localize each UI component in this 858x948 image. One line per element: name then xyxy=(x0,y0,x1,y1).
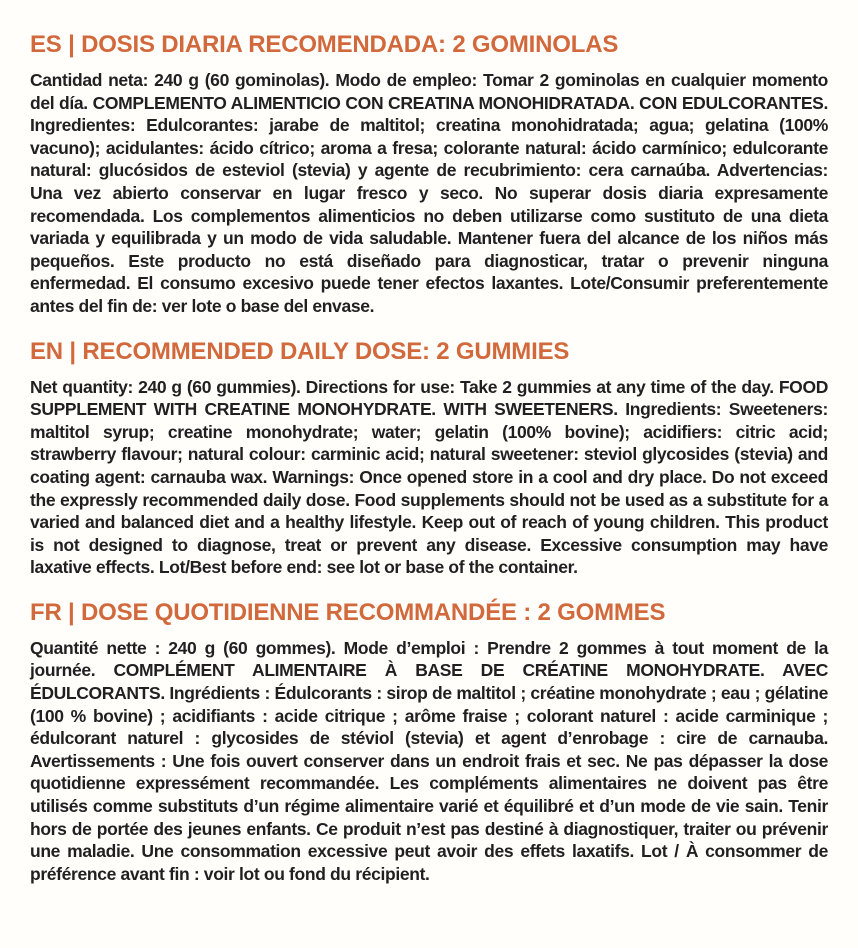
section-body-en: Net quantity: 240 g (60 gummies). Directions for use: Take 2 gummies at any time of the day. FOOD SUPPLEMENT WITH CREATINE MONOHYDRATE. WITH SWEETENERS. Ingredients: Sweeteners: maltitol syrup; creatine monohydrate; water; gelatin (100% bovine); acidifiers: citric acid; strawberry flavour; natural colour: carminic acid; natural sweetener: steviol glycosides (stevia) and coating agent: carnauba wax. Warnings: Once opened store in a cool and dry place. Do not exceed the expressly recommended daily dose. Food supplements should not be used as a substitute for a varied and balanced diet and a healthy lifestyle. Keep out of reach of young children. This product is not designed to diagnose, treat or prevent any disease. Excessive consumption may have laxative effects. Lot/Best before end: see lot or base of the container. xyxy=(30,376,828,578)
section-es xyxy=(30,33,828,318)
section-body-es: Cantidad neta: 240 g (60 gominolas). Modo de empleo: Tomar 2 gominolas en cualquier momento del día. COMPLEMENTO ALIMENTICIO CON CREATINA MONOHIDRATADA. CON EDULCORANTES. Ingredientes: Edulcorantes: jarabe de maltitol; creatina monohidratada; agua; gelatina (100% vacuno); acidulantes: ácido cítrico; aroma a fresa; colorante natural: ácido carmínico; edulcorante natural: glucósidos de esteviol (stevia) y agente de recubrimiento: cera carnaúba. Advertencias: Una vez abierto conservar en lugar fresco y seco. No superar dosis diaria expresamente recomendada. Los complementos alimenticios no deben utilizarse como sustituto de una dieta variada y equilibrada y un modo de vida saludable. Mantener fuera del alcance de los niños más pequeños. Este producto no está diseñado para diagnosticar, tratar o prevenir ninguna enfermedad. El consumo excesivo puede tener efectos laxantes. Lote/Consumir preferentemente antes del fin de: ver lote o base del envase. xyxy=(30,70,828,316)
section-fr xyxy=(30,598,828,886)
section-body-fr: Quantité nette : 240 g (60 gommes). Mode d’emploi : Prendre 2 gommes à tout moment de la journée. COMPLÉMENT ALIMENTAIRE À BASE DE CRÉATINE MONOHYDRATE. AVEC ÉDULCORANTS. Ingrédients : Édulcorants : sirop de maltitol ; créatine monohydrate ; eau ; gélatine (100 % bovine) ; acidifiants : acide citrique ; arôme fraise ; colorant naturel : acide carminique ; édulcorant naturel : glycosides de stéviol (stevia) et agent d’enrobage : cire de carnauba. Avertissements : Une fois ouvert conserver dans un endroit frais et sec. Ne pas dépasser la dose quotidienne expressément recommandée. Les compléments alimentaires ne doivent pas être utilisés comme substituts d’un régime alimentaire varié et équilibré et d’un mode de vie sain. Tenir hors de portée des jeunes enfants. Ce produit n’est pas destiné à diagnostiquer, traiter ou prévenir une maladie. Une consommation excessive peut avoir des effets laxatifs. Lot / À consommer de préférence avant fin : voir lot ou fond du récipient. xyxy=(30,637,828,884)
section-heading-es: ES | DOSIS DIARIA RECOMENDADA: 2 GOMINOLAS xyxy=(30,31,619,58)
section-en xyxy=(30,337,828,579)
section-heading-fr: FR | DOSE QUOTIDIENNE RECOMMANDÉE : 2 GOMMES xyxy=(30,598,666,626)
section-heading-en: EN | RECOMMENDED DAILY DOSE: 2 GUMMIES xyxy=(30,337,570,365)
